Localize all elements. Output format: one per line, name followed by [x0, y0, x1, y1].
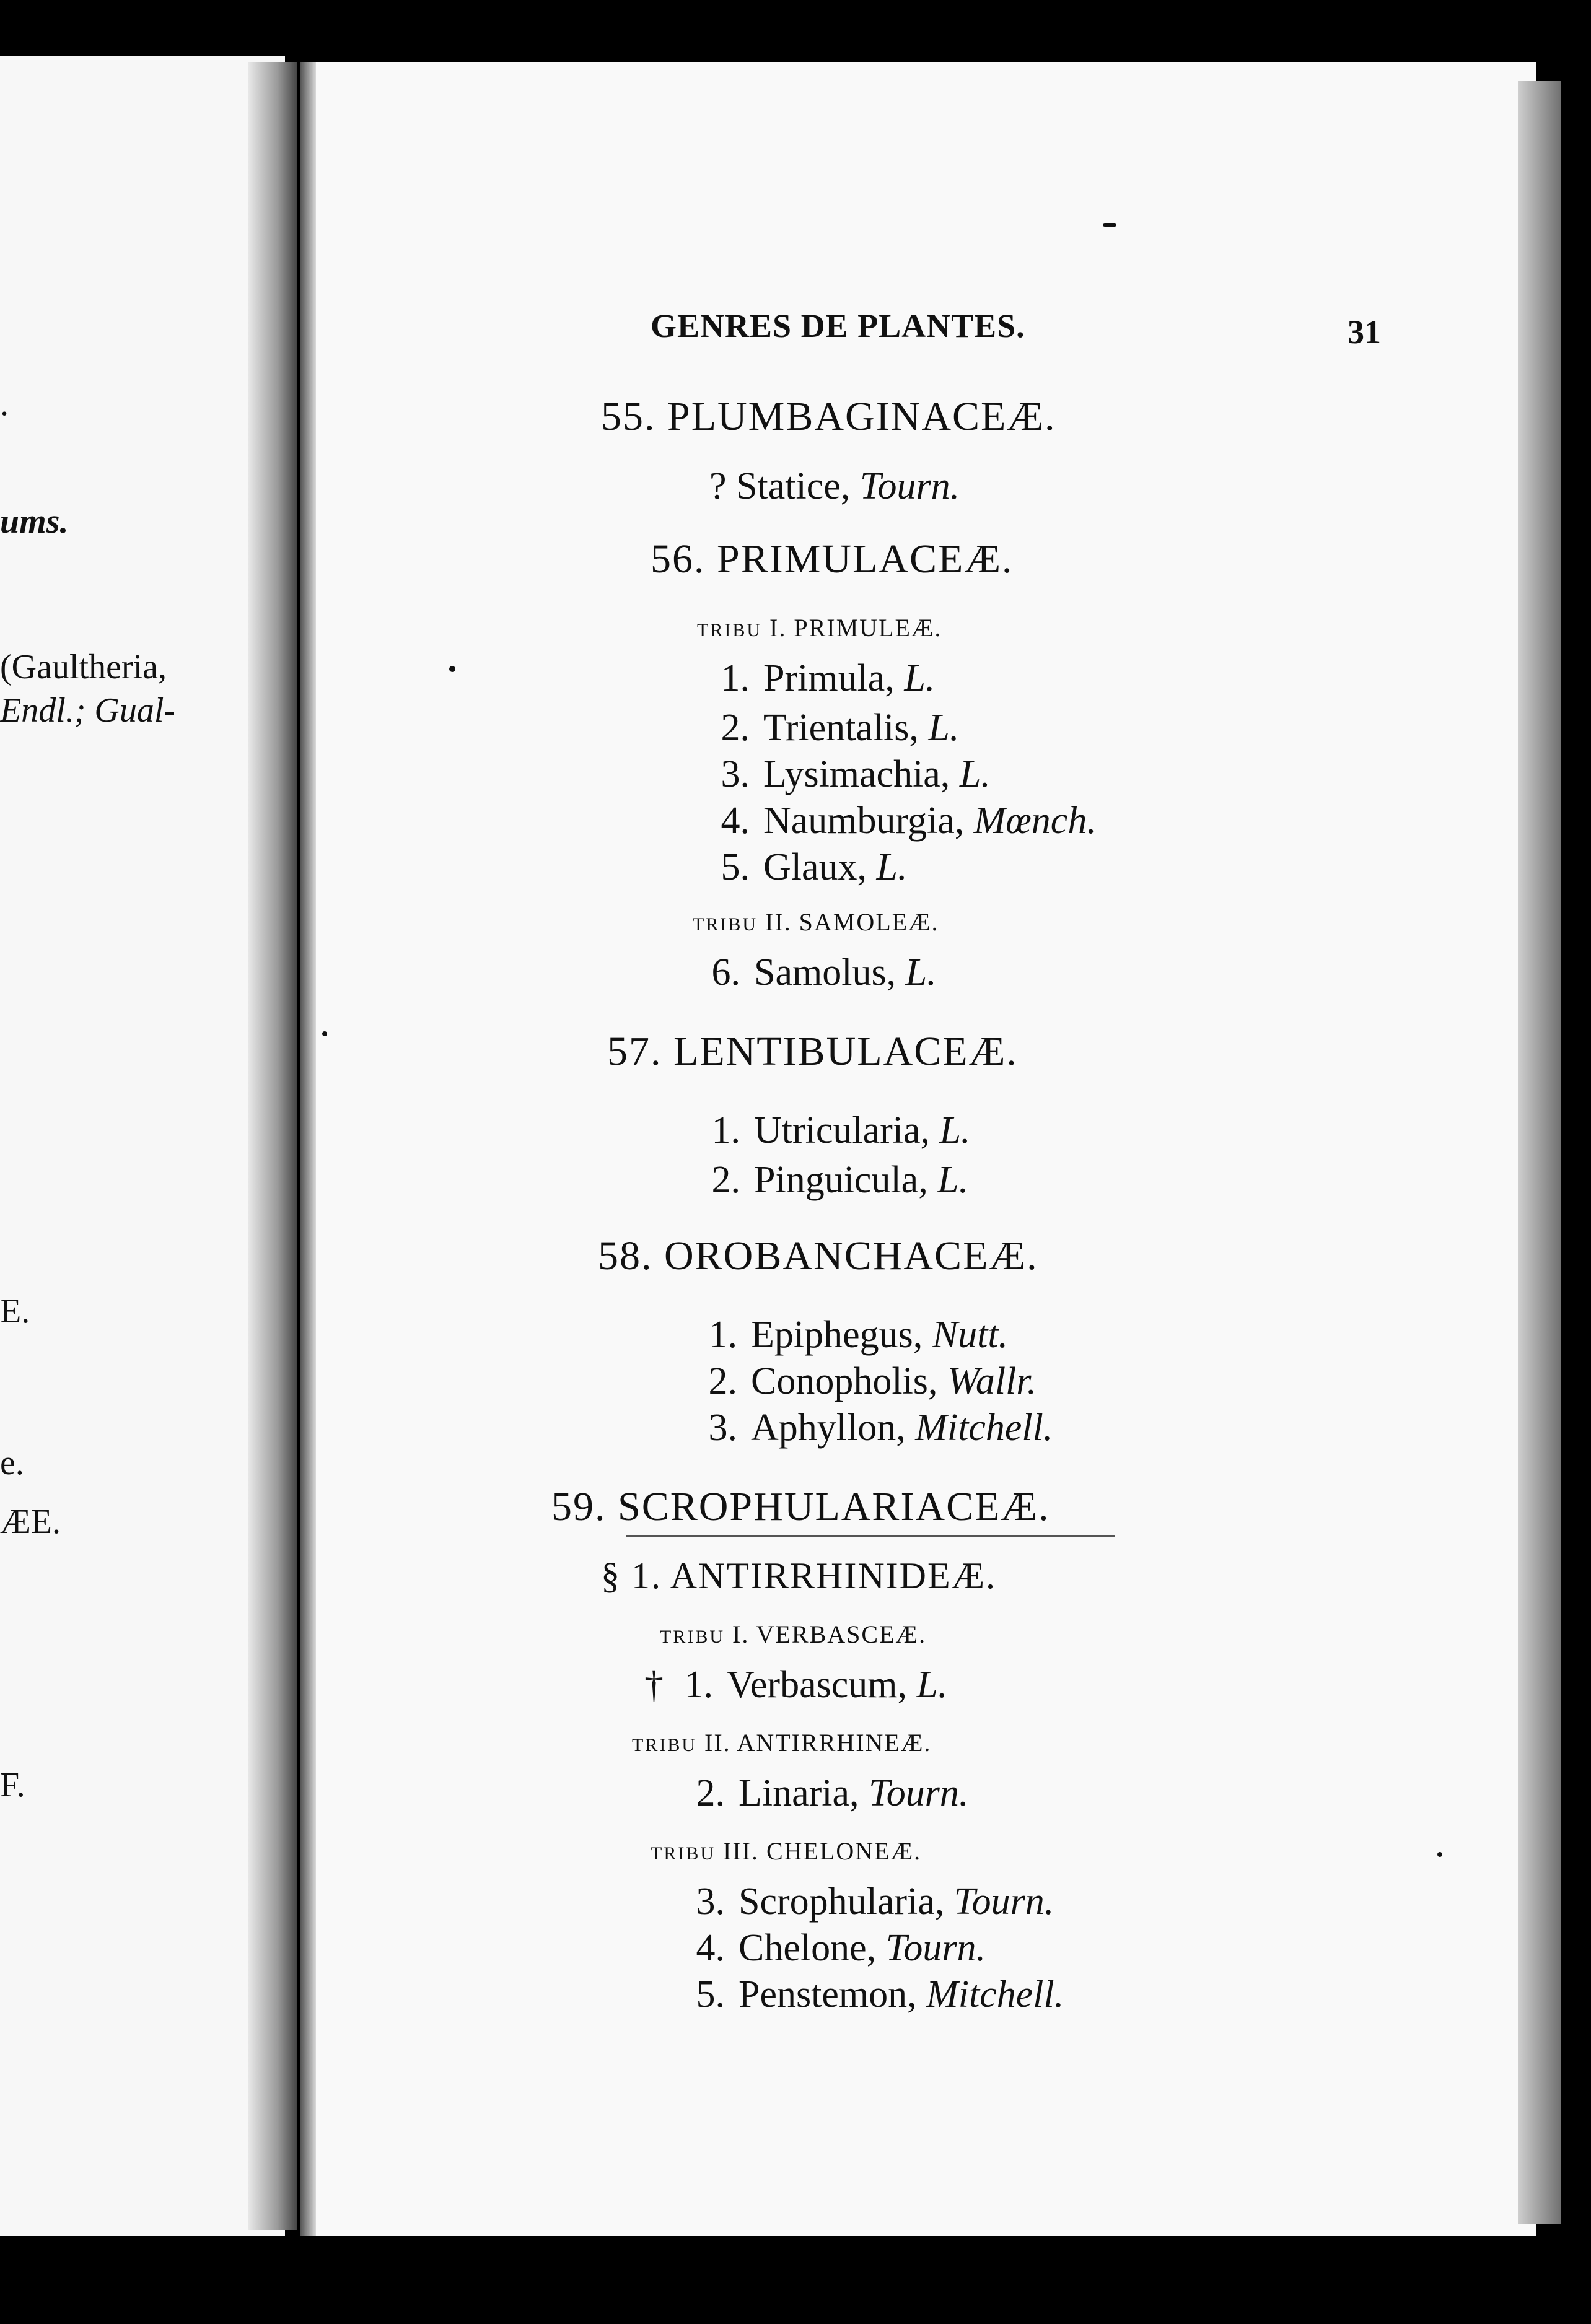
- genus-entry: 2. Trientalis, L.: [721, 707, 960, 749]
- genus-entry: 1. Primula, L.: [721, 657, 936, 699]
- left-fragment: ÆE.: [0, 1503, 61, 1541]
- genus-entry: 4. Chelone, Tourn.: [696, 1927, 986, 1969]
- genus-entry: 6. Samolus, L.: [711, 951, 937, 994]
- genus-entry: † 1. Verbascum, L.: [644, 1664, 948, 1706]
- genus-entry: 3. Lysimachia, L.: [721, 753, 991, 795]
- left-page-gutter: [248, 62, 297, 2230]
- genus-entry: ? Statice, Tourn.: [709, 465, 960, 507]
- running-header: GENRES DE PLANTES.: [651, 307, 1025, 344]
- page-edge-shadow: [1518, 81, 1561, 2224]
- tribe-heading: TRIBU II. SAMOLEÆ.: [693, 908, 939, 936]
- page-spine-shadow: [300, 62, 316, 2236]
- ink-speck: [1437, 1852, 1442, 1857]
- tribe-heading: TRIBU I. PRIMULEÆ.: [697, 614, 942, 642]
- left-page: [0, 56, 285, 2236]
- ink-speck: [1103, 223, 1116, 227]
- genus-entry: 5. Penstemon, Mitchell.: [696, 1973, 1064, 2016]
- genus-entry: 2. Pinguicula, L.: [711, 1159, 969, 1201]
- genus-entry: 4. Naumburgia, Mœnch.: [721, 800, 1097, 842]
- left-fragment: Endl.; Gual-: [0, 691, 176, 730]
- genus-entry: 3. Aphyllon, Mitchell.: [708, 1407, 1053, 1449]
- genus-entry: 3. Scrophularia, Tourn.: [696, 1881, 1054, 1923]
- genus-entry: 1. Utricularia, L.: [711, 1109, 971, 1151]
- left-fragment: E.: [0, 1292, 30, 1330]
- family-heading: 56. PRIMULACEÆ.: [651, 536, 1014, 582]
- left-fragment: F.: [0, 1766, 25, 1804]
- family-heading: 55. PLUMBAGINACEÆ.: [601, 394, 1056, 439]
- family-heading: 59. SCROPHULARIACEÆ.: [551, 1484, 1050, 1529]
- left-fragment: (Gaultheria,: [0, 648, 167, 686]
- tribe-heading: TRIBU III. CHELONEÆ.: [651, 1837, 922, 1865]
- family-heading: 58. OROBANCHACEÆ.: [598, 1233, 1038, 1278]
- genus-entry: 2. Conopholis, Wallr.: [708, 1360, 1037, 1402]
- ink-speck: [322, 1031, 327, 1036]
- underline-mark: [626, 1535, 1115, 1537]
- genus-entry: 2. Linaria, Tourn.: [696, 1772, 969, 1814]
- tribe-heading: TRIBU I. VERBASCEÆ.: [660, 1620, 927, 1648]
- genus-entry: 1. Epiphegus, Nutt.: [708, 1314, 1009, 1356]
- left-fragment: e.: [0, 1444, 24, 1482]
- ink-speck: [449, 666, 455, 672]
- left-fragment: .: [0, 385, 9, 423]
- tribe-heading: TRIBU II. ANTIRRHINEÆ.: [632, 1729, 932, 1757]
- left-fragment: ums.: [0, 502, 69, 541]
- section-heading: § 1. ANTIRRHINIDEÆ.: [601, 1555, 996, 1596]
- page-number: 31: [1348, 313, 1381, 351]
- family-heading: 57. LENTIBULACEÆ.: [607, 1029, 1018, 1074]
- genus-entry: 5. Glaux, L.: [721, 846, 908, 888]
